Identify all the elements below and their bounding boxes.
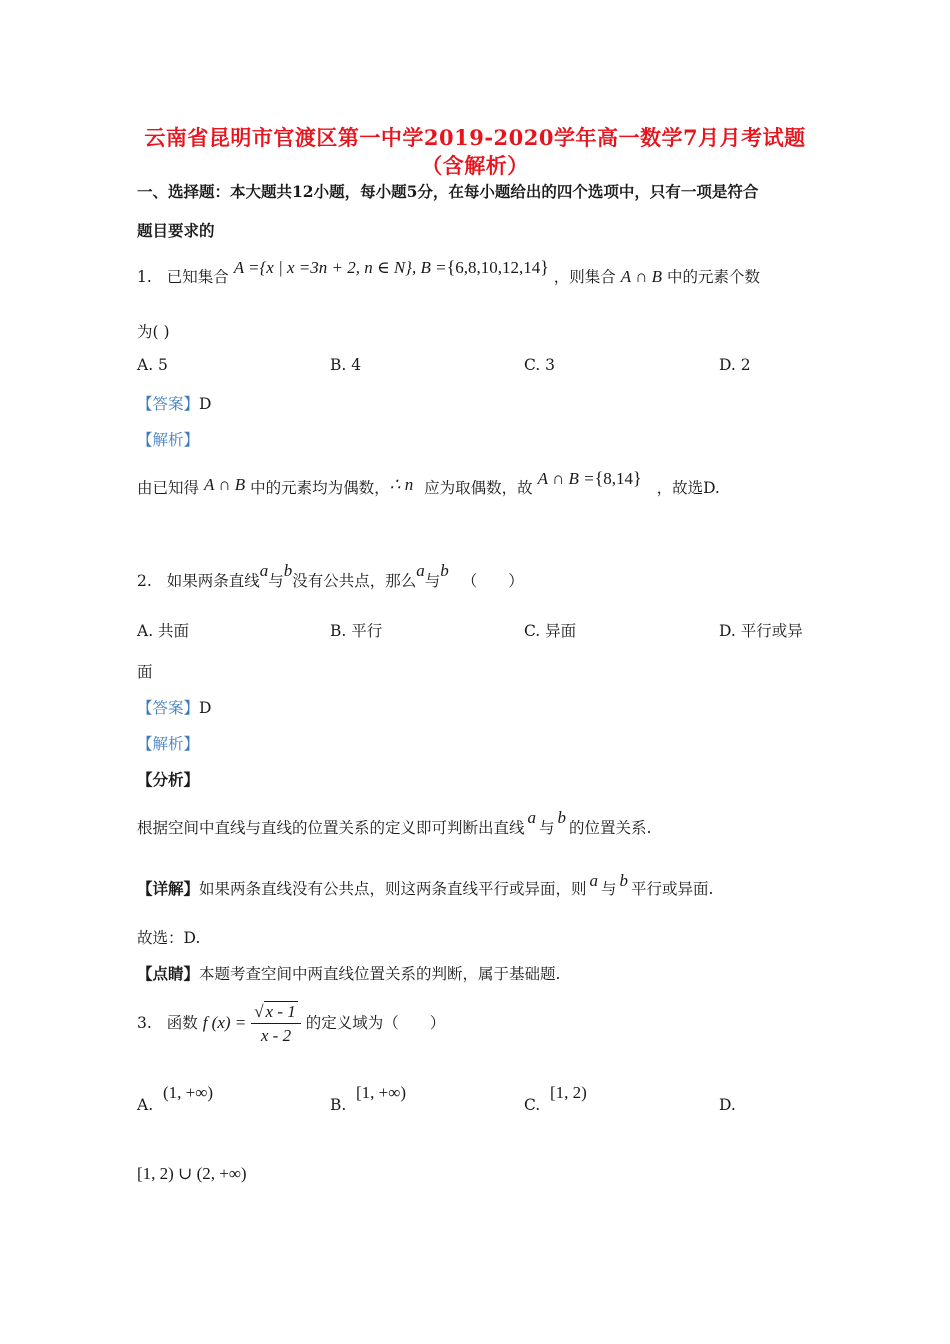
q2-fenxi-yu: 与 [539,819,555,837]
q1-number: 1. [137,268,152,286]
q1-stem-pre: 已知集合 [166,268,229,286]
q2-detail-post: 平行或异面. [631,880,714,898]
q1-solution-mid: 中的元素均为偶数， [250,479,390,497]
q2-comment [137,962,560,984]
q2-analysis-tag: 【解析】 [137,735,200,753]
section-heading-line1: 一、选择题：本大题共12小题，每小题5分，在每小题给出的四个选项中，只有一项是符合 [137,182,759,201]
q2-detail-var-a: a [589,871,599,890]
document-title-line1: 云南省昆明市官渡区第一中学2019-2020学年高一数学7月月考试题 [144,125,806,150]
document-title-line2: （含解析） [421,153,529,178]
q1-stem [137,257,760,287]
q1-answer [137,392,211,414]
q2-answer-tag: 【答案】 [137,699,200,717]
q1-solution-mid2: 应为取偶数，故 [424,479,533,497]
q2-detail-var-b: b [619,871,629,890]
q1-answer-tag: 【答案】 [137,395,200,413]
q3-option-d-value: [1, 2) ∪ (2, +∞) [137,1164,247,1183]
q3-option-d-label: D. [719,1096,736,1114]
q1-solution-brace-open: { [594,468,604,488]
q2-option-b: B. 平行 [330,622,383,640]
q3-stem [137,1002,445,1046]
q2-option-d-wrap: 面 [137,663,153,681]
q2-answer [137,696,211,718]
q2-detail-yu: 与 [601,880,617,898]
q2-var-b: b [283,561,293,580]
q2-fenxi [137,808,652,838]
q2-var-a2: a [416,561,425,580]
q3-stem-post: 的定义域为（ ） [305,1014,446,1032]
sqrt-icon: √ [254,1002,264,1021]
q3-fraction-denominator: x - 2 [260,1026,292,1045]
q2-paren: （ ） [461,572,524,590]
q1-set-formula: A ={x | x =3n + 2, n ∈ N}, B = [233,258,447,277]
q2-option-c: C. 异面 [524,622,577,640]
q2-detail-pre: 如果两条直线没有公共点，则这两条直线平行或异面，则 [199,880,587,898]
q2-yu: 与 [268,572,284,590]
q2-fenxi-tag: 【分析】 [137,770,200,789]
q3-number: 3. [137,1014,152,1032]
q3-fraction-numerator [251,1002,301,1024]
q1-stem-line2: 为( ) [137,323,170,341]
q2-var-a: a [259,561,269,580]
q2-number: 2. [137,572,152,590]
q1-option-d: D. 2 [719,356,751,374]
q3-option-b-value: [1, +∞) [356,1083,407,1102]
q3-option-c-label: C. [524,1096,541,1114]
q2-comment-text: 本题考查空间中两直线位置关系的判断，属于基础题. [199,965,561,983]
q1-stem-mid: ，则集合 [553,268,616,286]
q1-solution-therefore: ∴ n [389,475,414,494]
q2-answer-value: D [199,699,212,717]
q2-stem-mid: 没有公共点，那么 [292,572,417,590]
q1-solution [137,468,720,498]
section-heading-line2: 题目要求的 [137,221,215,240]
q3-option-b-label: B. [330,1096,347,1114]
q2-yu2: 与 [424,572,441,590]
q1-solution-post: ，故选D. [656,479,720,497]
q1-answer-value: D [199,395,212,413]
q1-a-cap-b: A ∩ B [620,267,662,286]
q2-detail-tag: 【详解】 [137,879,200,898]
q1-brace-open: { [446,257,456,277]
q2-choose: 故选：D. [137,929,201,947]
q1-option-a: A. 5 [137,356,168,374]
q1-solution-cap: A ∩ B [203,475,246,494]
q2-fenxi-post: 的位置关系. [569,819,652,837]
q3-fraction [251,1002,301,1046]
q3-numerator-value: x - 1 [265,1002,296,1021]
q2-stem-pre: 如果两条直线 [166,572,260,590]
q2-option-d: D. 平行或异 [719,622,803,640]
q3-function-name: f (x) = [202,1013,247,1032]
q1-solution-brace-close: } [632,468,642,488]
q1-set-b: 6,8,10,12,14 [455,258,541,277]
q3-option-a-value: (1, +∞) [163,1083,214,1102]
q1-option-b: B. 4 [330,356,362,374]
q2-var-b2: b [440,561,449,580]
q1-solution-eq: A ∩ B = [537,469,595,488]
q1-solution-set: 8,14 [603,469,633,488]
q1-option-c: C. 3 [524,356,556,374]
q3-option-a-label: A. [137,1096,154,1114]
q2-fenxi-pre: 根据空间中直线与直线的位置关系的定义即可判断出直线 [137,819,525,837]
q2-comment-tag: 【点睛】 [137,964,200,983]
q3-stem-pre: 函数 [166,1014,198,1032]
q1-brace-close: } [540,257,549,277]
q2-stem [137,561,524,591]
q1-analysis-tag: 【解析】 [137,431,200,449]
q2-fenxi-var-a: a [527,808,537,827]
q3-option-c-value: [1, 2) [550,1083,587,1102]
q2-fenxi-var-b: b [557,808,567,827]
q1-stem-post: 中的元素个数 [666,268,760,286]
q1-solution-pre: 由已知得 [137,479,200,497]
q2-detail [137,871,714,899]
q2-option-a: A. 共面 [137,622,190,640]
